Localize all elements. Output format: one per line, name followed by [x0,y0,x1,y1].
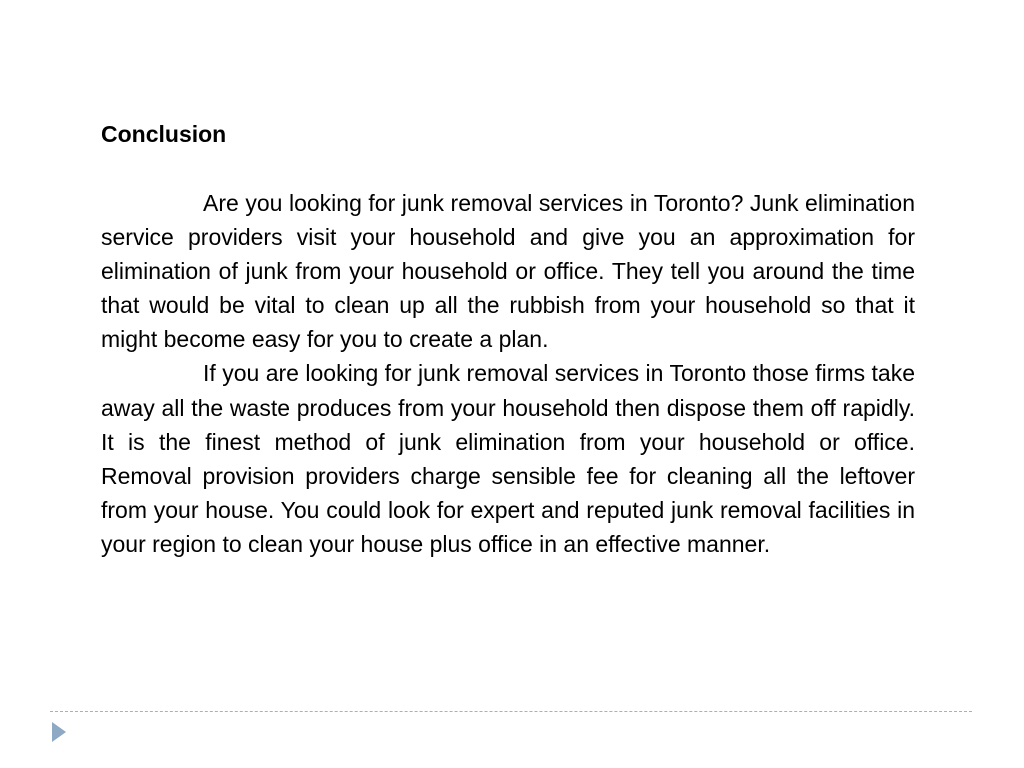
paragraph-2: If you are looking for junk removal services in Toronto those firms take away all the waste produces from your household then dispose them off rapidly. It is the finest method of junk elimination from your household or office. Removal provision providers charge sensible fee for cleaning all the leftover from your house. You could look for expert and reputed junk removal facilities in your region to clean your house plus office in an effective manner. [101,360,915,557]
slide-content [101,118,915,561]
slide-heading: Conclusion [101,121,227,147]
paragraph-1: Are you looking for junk removal services in Toronto? Junk elimination service providers visit your household and give you an approximation for elimination of junk from your household or office. They tell you around the time that would be vital to clean up all the rubbish from your household so that it might become easy for you to create a plan. [101,190,915,353]
triangle-bullet-icon [52,722,66,742]
footer-divider [50,711,972,712]
